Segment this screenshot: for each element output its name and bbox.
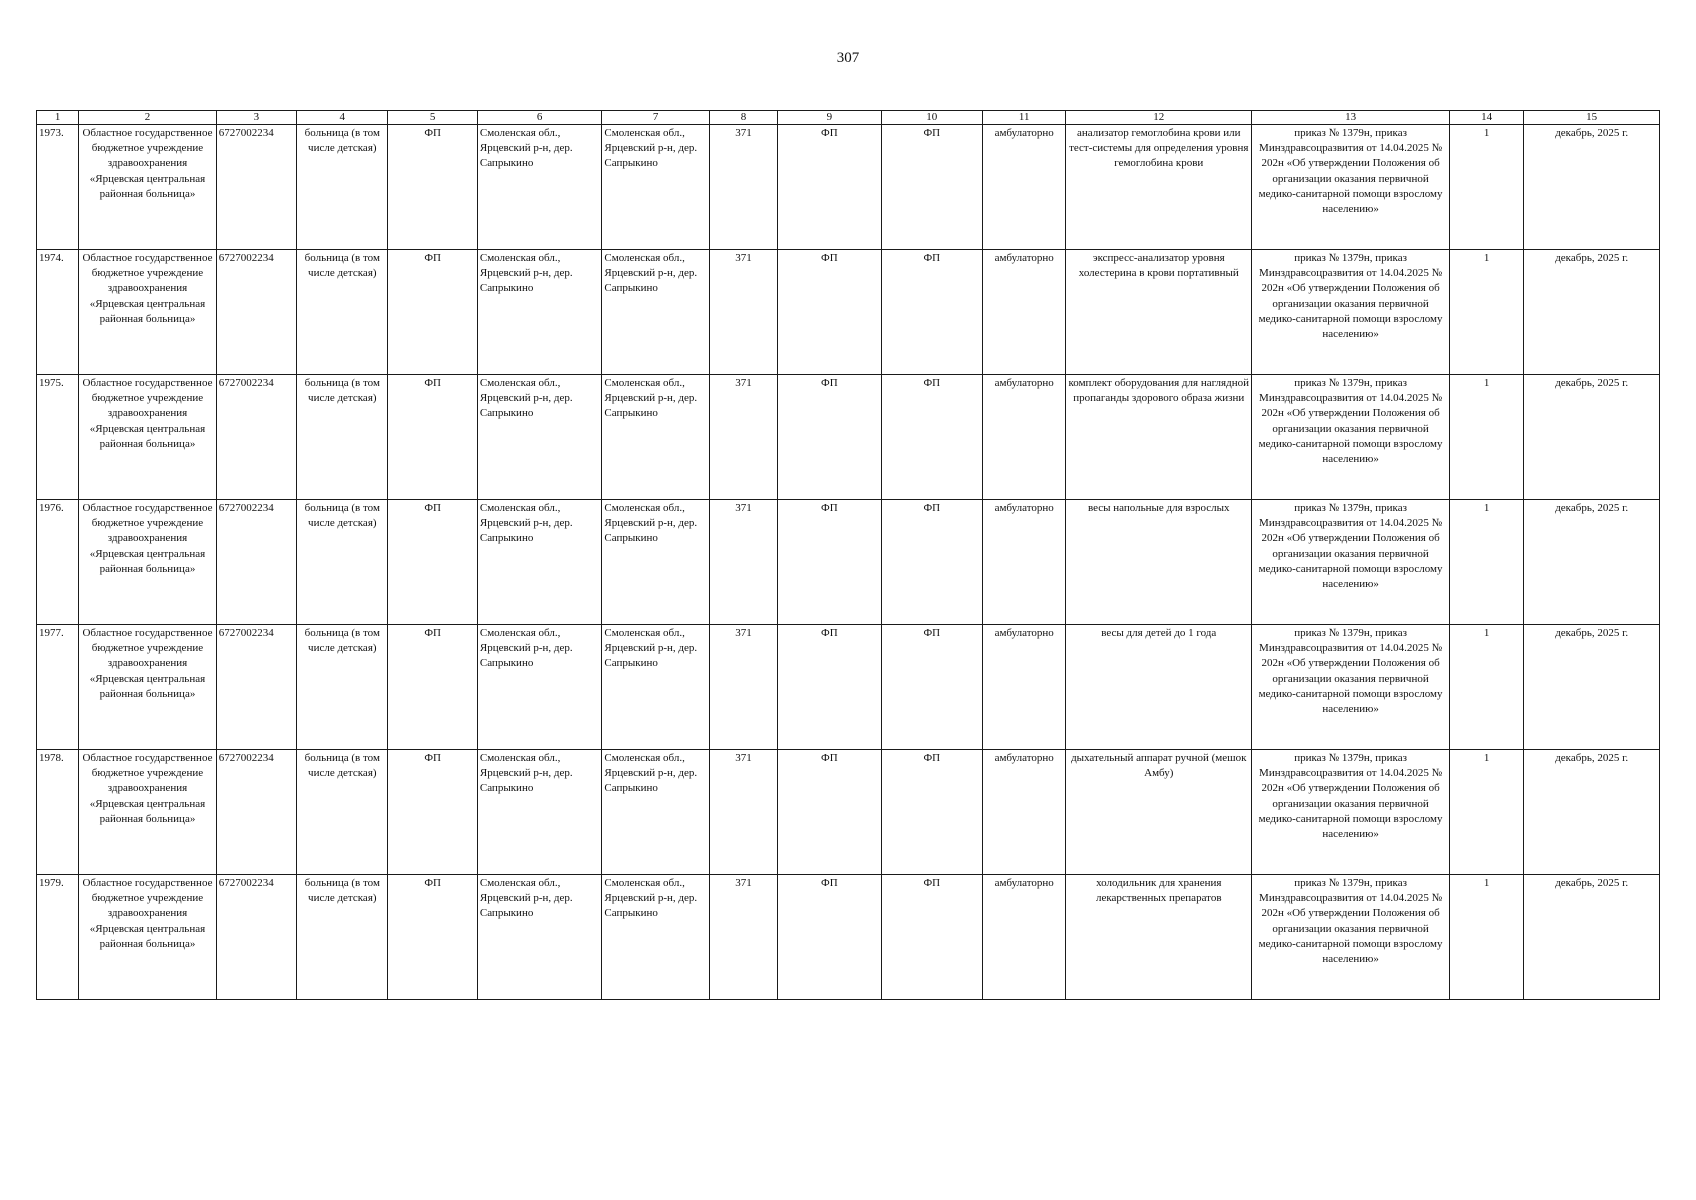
column-number-cell: 3 [216, 111, 296, 125]
equipment-name-cell: дыхательный аппарат ручной (мешок Амбу) [1066, 750, 1252, 875]
actual-address-cell: Смоленская обл., Ярцевский р-н, дер. Сапрыкино [602, 375, 709, 500]
organization-cell: Областное государственное бюджетное учреждение здравоохранения «Ярцевская центральная районная больница» [79, 625, 217, 750]
organization-cell: Областное государственное бюджетное учреждение здравоохранения «Ярцевская центральная районная больница» [79, 125, 217, 250]
organization-cell: Областное государственное бюджетное учреждение здравоохранения «Ярцевская центральная районная больница» [79, 750, 217, 875]
address-cell: Смоленская обл., Ярцевский р-н, дер. Сапрыкино [477, 625, 602, 750]
quantity-cell: 1 [1450, 875, 1524, 1000]
inn-cell: 6727002234 [216, 125, 296, 250]
quantity-cell: 1 [1450, 125, 1524, 250]
column-number-cell: 15 [1524, 111, 1660, 125]
table-body [37, 125, 1660, 1000]
subdivision-cell: ФП [778, 625, 881, 750]
facility-type-cell: больница (в том числе детская) [297, 500, 388, 625]
legal-basis-cell: приказ № 1379н, приказ Минздравсоцразвития от 14.04.2025 № 202н «Об утверждении Положения об организации оказания первичной медико-санитарной помощи взрослому населению» [1252, 875, 1450, 1000]
address-cell: Смоленская обл., Ярцевский р-н, дер. Сапрыкино [477, 750, 602, 875]
care-conditions-cell: амбулаторно [983, 375, 1066, 500]
address-cell: Смоленская обл., Ярцевский р-н, дер. Сапрыкино [477, 250, 602, 375]
facility-type-cell: больница (в том числе детская) [297, 375, 388, 500]
inn-cell: 6727002234 [216, 875, 296, 1000]
equipment-name-cell: экспресс-анализатор уровня холестерина в крови портативный [1066, 250, 1252, 375]
equipment-name-cell: комплект оборудования для наглядной пропаганды здорового образа жизни [1066, 375, 1252, 500]
column-number-cell: 8 [709, 111, 777, 125]
address-cell: Смоленская обл., Ярцевский р-н, дер. Сапрыкино [477, 125, 602, 250]
equipment-register-table [36, 110, 1660, 1000]
column-number-cell: 14 [1450, 111, 1524, 125]
subdivision-cell: ФП [778, 250, 881, 375]
code-cell: 371 [709, 750, 777, 875]
legal-basis-cell: приказ № 1379н, приказ Минздравсоцразвития от 14.04.2025 № 202н «Об утверждении Положения об организации оказания первичной медико-санитарной помощи взрослому населению» [1252, 250, 1450, 375]
actual-address-cell: Смоленская обл., Ярцевский р-н, дер. Сапрыкино [602, 500, 709, 625]
unit-type-cell: ФП [388, 125, 477, 250]
deadline-cell: декабрь, 2025 г. [1524, 625, 1660, 750]
legal-basis-cell: приказ № 1379н, приказ Минздравсоцразвития от 14.04.2025 № 202н «Об утверждении Положения об организации оказания первичной медико-санитарной помощи взрослому населению» [1252, 500, 1450, 625]
care-conditions-cell: амбулаторно [983, 625, 1066, 750]
address-cell: Смоленская обл., Ярцевский р-н, дер. Сапрыкино [477, 500, 602, 625]
inn-cell: 6727002234 [216, 500, 296, 625]
inn-cell: 6727002234 [216, 625, 296, 750]
care-conditions-cell: амбулаторно [983, 250, 1066, 375]
quantity-cell: 1 [1450, 375, 1524, 500]
unit-type-cell: ФП [388, 750, 477, 875]
column-number-cell: 12 [1066, 111, 1252, 125]
care-conditions-cell: амбулаторно [983, 500, 1066, 625]
care-conditions-cell: амбулаторно [983, 125, 1066, 250]
code-cell: 371 [709, 375, 777, 500]
quantity-cell: 1 [1450, 625, 1524, 750]
deadline-cell: декабрь, 2025 г. [1524, 750, 1660, 875]
unit-type-cell: ФП [388, 375, 477, 500]
care-conditions-cell: амбулаторно [983, 875, 1066, 1000]
actual-address-cell: Смоленская обл., Ярцевский р-н, дер. Сапрыкино [602, 875, 709, 1000]
inn-cell: 6727002234 [216, 750, 296, 875]
unit-type-cell: ФП [388, 500, 477, 625]
legal-basis-cell: приказ № 1379н, приказ Минздравсоцразвития от 14.04.2025 № 202н «Об утверждении Положения об организации оказания первичной медико-санитарной помощи взрослому населению» [1252, 375, 1450, 500]
organization-cell: Областное государственное бюджетное учреждение здравоохранения «Ярцевская центральная районная больница» [79, 250, 217, 375]
organization-cell: Областное государственное бюджетное учреждение здравоохранения «Ярцевская центральная районная больница» [79, 375, 217, 500]
subdivision-type-cell: ФП [881, 250, 982, 375]
code-cell: 371 [709, 250, 777, 375]
actual-address-cell: Смоленская обл., Ярцевский р-н, дер. Сапрыкино [602, 250, 709, 375]
row-number-cell: 1976. [37, 500, 79, 625]
quantity-cell: 1 [1450, 500, 1524, 625]
unit-type-cell: ФП [388, 625, 477, 750]
table-row [37, 500, 1660, 625]
subdivision-type-cell: ФП [881, 500, 982, 625]
facility-type-cell: больница (в том числе детская) [297, 625, 388, 750]
organization-cell: Областное государственное бюджетное учреждение здравоохранения «Ярцевская центральная районная больница» [79, 875, 217, 1000]
address-cell: Смоленская обл., Ярцевский р-н, дер. Сапрыкино [477, 375, 602, 500]
column-number-cell: 9 [778, 111, 881, 125]
legal-basis-cell: приказ № 1379н, приказ Минздравсоцразвития от 14.04.2025 № 202н «Об утверждении Положения об организации оказания первичной медико-санитарной помощи взрослому населению» [1252, 125, 1450, 250]
column-number-cell: 11 [983, 111, 1066, 125]
inn-cell: 6727002234 [216, 375, 296, 500]
actual-address-cell: Смоленская обл., Ярцевский р-н, дер. Сапрыкино [602, 625, 709, 750]
equipment-name-cell: весы для детей до 1 года [1066, 625, 1252, 750]
subdivision-type-cell: ФП [881, 375, 982, 500]
deadline-cell: декабрь, 2025 г. [1524, 375, 1660, 500]
table-row [37, 625, 1660, 750]
subdivision-cell: ФП [778, 750, 881, 875]
subdivision-cell: ФП [778, 500, 881, 625]
subdivision-cell: ФП [778, 875, 881, 1000]
inn-cell: 6727002234 [216, 250, 296, 375]
row-number-cell: 1979. [37, 875, 79, 1000]
row-number-cell: 1978. [37, 750, 79, 875]
table-row [37, 875, 1660, 1000]
column-number-cell: 4 [297, 111, 388, 125]
deadline-cell: декабрь, 2025 г. [1524, 875, 1660, 1000]
facility-type-cell: больница (в том числе детская) [297, 875, 388, 1000]
page-number: 307 [836, 50, 860, 66]
facility-type-cell: больница (в том числе детская) [297, 750, 388, 875]
subdivision-cell: ФП [778, 375, 881, 500]
facility-type-cell: больница (в том числе детская) [297, 250, 388, 375]
column-number-cell: 5 [388, 111, 477, 125]
table-row [37, 250, 1660, 375]
address-cell: Смоленская обл., Ярцевский р-н, дер. Сапрыкино [477, 875, 602, 1000]
column-number-row [37, 111, 1660, 125]
column-number-cell: 1 [37, 111, 79, 125]
column-number-cell: 2 [79, 111, 217, 125]
column-number-cell: 6 [477, 111, 602, 125]
quantity-cell: 1 [1450, 750, 1524, 875]
table-row [37, 750, 1660, 875]
column-number-cell: 7 [602, 111, 709, 125]
subdivision-type-cell: ФП [881, 750, 982, 875]
subdivision-type-cell: ФП [881, 875, 982, 1000]
quantity-cell: 1 [1450, 250, 1524, 375]
unit-type-cell: ФП [388, 250, 477, 375]
equipment-name-cell: весы напольные для взрослых [1066, 500, 1252, 625]
table-row [37, 125, 1660, 250]
code-cell: 371 [709, 125, 777, 250]
code-cell: 371 [709, 625, 777, 750]
actual-address-cell: Смоленская обл., Ярцевский р-н, дер. Сапрыкино [602, 750, 709, 875]
organization-cell: Областное государственное бюджетное учреждение здравоохранения «Ярцевская центральная районная больница» [79, 500, 217, 625]
deadline-cell: декабрь, 2025 г. [1524, 125, 1660, 250]
row-number-cell: 1974. [37, 250, 79, 375]
row-number-cell: 1975. [37, 375, 79, 500]
deadline-cell: декабрь, 2025 г. [1524, 250, 1660, 375]
table-row [37, 375, 1660, 500]
equipment-name-cell: анализатор гемоглобина крови или тест-системы для определения уровня гемоглобина крови [1066, 125, 1252, 250]
legal-basis-cell: приказ № 1379н, приказ Минздравсоцразвития от 14.04.2025 № 202н «Об утверждении Положения об организации оказания первичной медико-санитарной помощи взрослому населению» [1252, 750, 1450, 875]
code-cell: 371 [709, 875, 777, 1000]
unit-type-cell: ФП [388, 875, 477, 1000]
facility-type-cell: больница (в том числе детская) [297, 125, 388, 250]
column-number-cell: 13 [1252, 111, 1450, 125]
subdivision-cell: ФП [778, 125, 881, 250]
code-cell: 371 [709, 500, 777, 625]
row-number-cell: 1973. [37, 125, 79, 250]
legal-basis-cell: приказ № 1379н, приказ Минздравсоцразвития от 14.04.2025 № 202н «Об утверждении Положения об организации оказания первичной медико-санитарной помощи взрослому населению» [1252, 625, 1450, 750]
subdivision-type-cell: ФП [881, 125, 982, 250]
deadline-cell: декабрь, 2025 г. [1524, 500, 1660, 625]
subdivision-type-cell: ФП [881, 625, 982, 750]
actual-address-cell: Смоленская обл., Ярцевский р-н, дер. Сапрыкино [602, 125, 709, 250]
column-number-cell: 10 [881, 111, 982, 125]
care-conditions-cell: амбулаторно [983, 750, 1066, 875]
equipment-name-cell: холодильник для хранения лекарственных препаратов [1066, 875, 1252, 1000]
row-number-cell: 1977. [37, 625, 79, 750]
